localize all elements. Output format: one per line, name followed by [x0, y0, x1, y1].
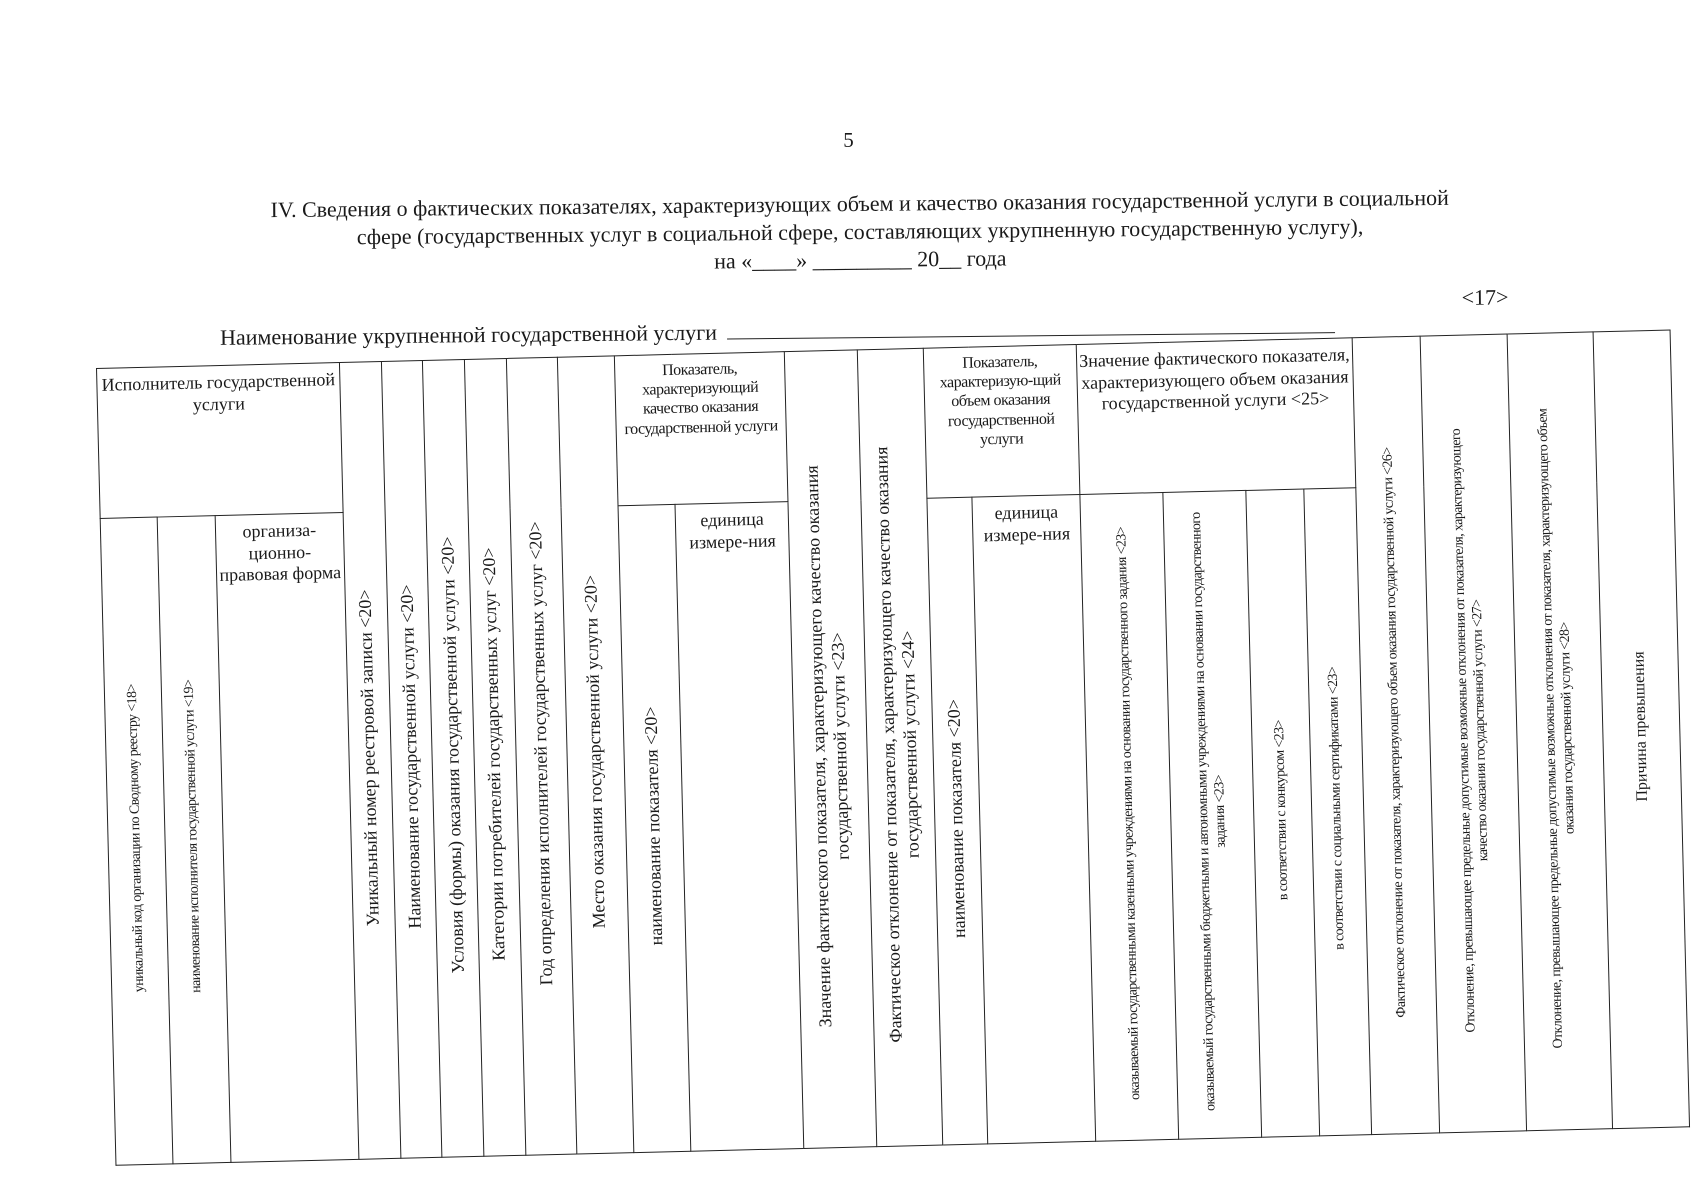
header-volume-indicator-name: наименование показателя <20> [926, 497, 988, 1145]
header-actual-value-group: Значение фактического показателя, характеризующего объем оказания государственной услуги <25> [1076, 338, 1356, 495]
indicators-table [96, 330, 1690, 1166]
page-number: 5 [843, 128, 854, 152]
heading-date-line: на «____» _________ 20__ года [713, 245, 1007, 274]
header-quality-unit: единица измере-ния [675, 502, 803, 1151]
header-volume-deviation: Фактическое отклонение от показателя, характеризующего объем оказания государственной услуги <26> [1352, 336, 1439, 1134]
header-volume-group: Показатель, характеризую-щий объем оказания государственной услуги [923, 345, 1080, 499]
header-value-competition: в соответствии с конкурсом <23> [1246, 489, 1319, 1137]
heading-line-2: сфере (государственных услуг в социальной сфере, составляющих укрупненную государственную услугу), [356, 213, 1364, 250]
header-conditions: Условия (формы) оказания государственной услуги <20> [423, 359, 484, 1156]
header-registry-number: Уникальный номер реестровой записи <20> [339, 362, 400, 1159]
header-quality-actual-value: Значение фактического показателя, характеризующего качество оказания государственной услуги <23> [784, 350, 876, 1148]
footnote-ref-17: <17> [1461, 284, 1509, 310]
header-executor-name: наименование исполнителя государственной услуги <19> [157, 516, 230, 1164]
header-volume-unit: единица измере-ния [972, 495, 1095, 1144]
consolidated-service-name-blank [727, 312, 1335, 339]
header-value-certificates: в соответствии с социальными сертификатами <23> [1304, 488, 1372, 1136]
header-volume-excess: Отклонение, превышающее предельные допустимые возможные отклонения от показателя, характеризующего объем оказания государственной услуги <28> [1507, 332, 1612, 1130]
header-quality-deviation: Фактическое отклонение от показателя, характеризующего качество оказания государственной услуги <24> [857, 348, 942, 1146]
header-value-budget-institutions: оказываемый государственными бюджетными и автономными учреждениями на основании государственного задания <23> [1163, 490, 1262, 1138]
header-quality-indicator-name: наименование показателя <20> [618, 504, 691, 1152]
heading-line-1: IV. Сведения о фактических показателях, характеризующих объем и качество оказания государственной услуги в социальной [270, 184, 1449, 223]
header-executor-code: уникальный код организации по Сводному реестру <18> [100, 517, 173, 1165]
header-quality-excess: Отклонение, превышающее предельные допустимые возможные отклонения от показателя, характеризующего качество оказания государственной услуги <27> [1420, 334, 1527, 1132]
header-value-state-institutions: оказываемый государственными казенными учреждениями на основании государственного задания <23> [1080, 492, 1179, 1140]
header-consumer-categories: Категории потребителей государственных услуг <20> [464, 358, 525, 1155]
section-heading [150, 183, 1571, 282]
header-place: Место оказания государственной услуги <20> [557, 356, 634, 1154]
header-executor-form: организа-ционно-правовая форма [215, 513, 359, 1163]
consolidated-service-name-label: Наименование укрупненной государственной услуги [219, 319, 718, 350]
indicators-table-wrapper [96, 330, 1687, 1112]
header-year-defined: Год определения исполнителей государственных услуг <20> [506, 357, 577, 1155]
header-excess-reason: Причина превышения [1593, 330, 1690, 1128]
header-service-name: Наименование государственной услуги <20> [381, 361, 442, 1158]
header-executor-group: Исполнитель государственной услуги [97, 363, 343, 519]
header-quality-group: Показатель, характеризующий качество оказания государственной услуги [614, 352, 788, 506]
